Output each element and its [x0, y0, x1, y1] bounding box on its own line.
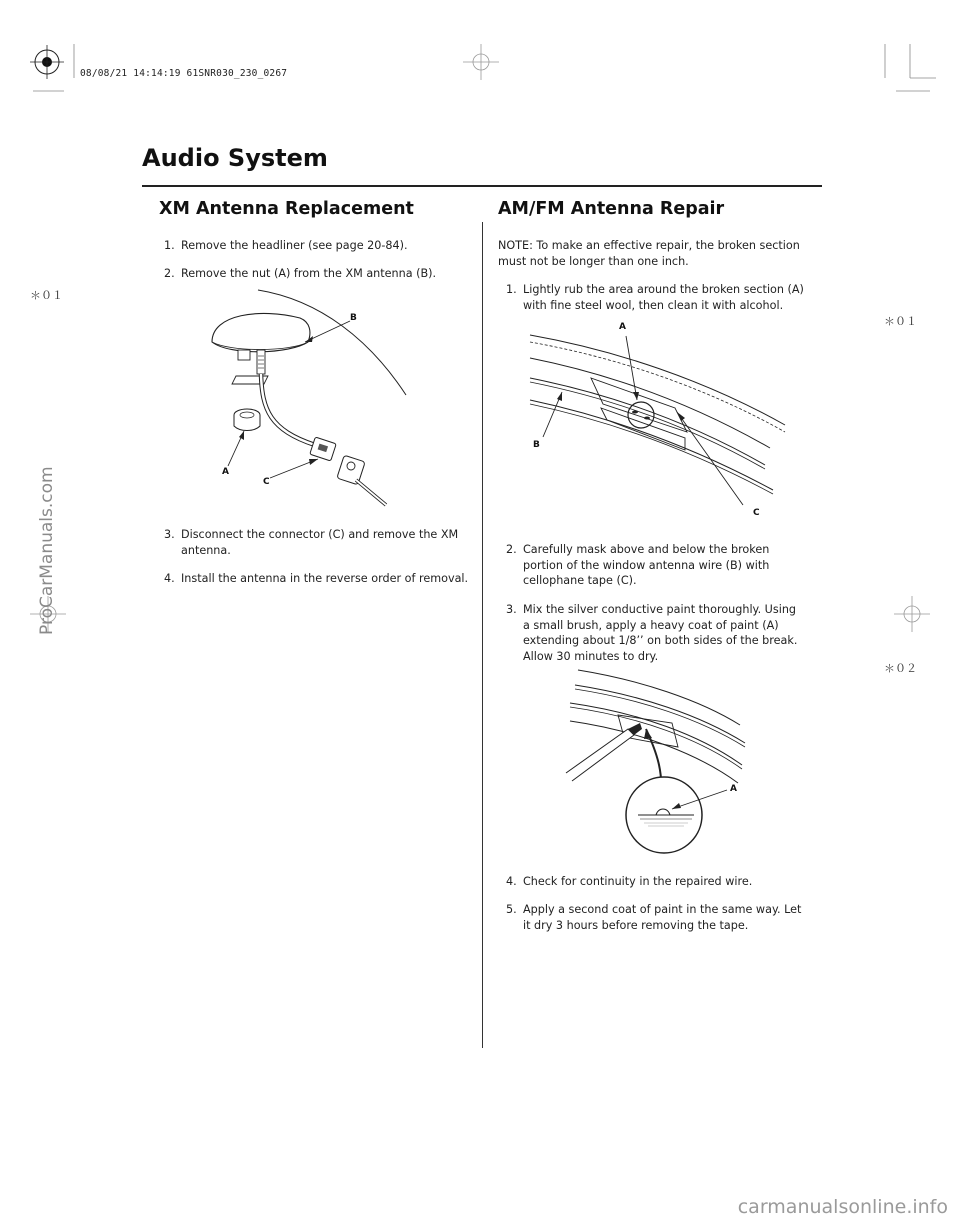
side-mark-left: ＊０１: [30, 289, 63, 302]
registration-target-icon: [30, 45, 64, 79]
print-stamp: 08/08/21 14:14:19 61SNR030_230_0267: [80, 68, 288, 79]
watermark-procarmanuals: ProCarManuals.com: [37, 466, 57, 635]
xm-antenna-figure: [190, 290, 490, 520]
column-divider: [482, 222, 483, 1048]
crosshair-icon: [894, 596, 930, 632]
amfm-step-3: 3. Mix the silver conductive paint thoroughly. Using a small brush, apply a heavy coat of paint (A) extending about 1/8’’ on both sides of the break. Allow 30 minutes to dry.: [506, 603, 798, 663]
amfm-section-heading: AM/FM Antenna Repair: [498, 199, 725, 219]
amfm-step-4: 4. Check for continuity in the repaired wire.: [506, 875, 753, 888]
xm-step-2: 2. Remove the nut (A) from the XM antenna (B).: [164, 267, 437, 280]
crosshair-icon: [463, 44, 499, 80]
watermark-carmanualsonline: carmanualsonline.info: [737, 1196, 948, 1218]
xm-section-heading: XM Antenna Replacement: [159, 199, 414, 219]
amfm-fig2-callout-a: A: [730, 784, 737, 794]
xm-callout-b: B: [350, 313, 357, 323]
amfm-repair-figure-2: [560, 665, 810, 865]
amfm-step-2: 2. Carefully mask above and below the broken portion of the window antenna wire (B) with cellophane tape (C).: [506, 543, 770, 587]
xm-step-1: 1. Remove the headliner (see page 20-84).: [164, 239, 408, 252]
amfm-step-5: 5. Apply a second coat of paint in the same way. Let it dry 3 hours before removing the tape.: [506, 903, 802, 932]
amfm-note: NOTE: To make an effective repair, the broken section must not be longer than one inch.: [498, 239, 800, 268]
amfm-fig1-callout-a: A: [619, 322, 626, 332]
xm-callout-a: A: [222, 467, 229, 477]
side-mark-right-top: ＊０１: [884, 315, 917, 328]
title-rule: [142, 185, 822, 187]
xm-callout-c: C: [263, 477, 270, 487]
amfm-step-1: 1. Lightly rub the area around the broken section (A) with fine steel wool, then clean it with alcohol.: [506, 283, 804, 312]
amfm-fig1-callout-c: C: [753, 508, 760, 518]
amfm-fig1-callout-b: B: [533, 440, 540, 450]
xm-step-4: 4. Install the antenna in the reverse order of removal.: [164, 572, 469, 585]
side-mark-right-bottom: ＊０２: [884, 662, 917, 675]
xm-step-3: 3. Disconnect the connector (C) and remove the XM antenna.: [164, 528, 459, 557]
amfm-repair-figure-1: [525, 320, 815, 520]
page-title: Audio System: [142, 144, 328, 172]
